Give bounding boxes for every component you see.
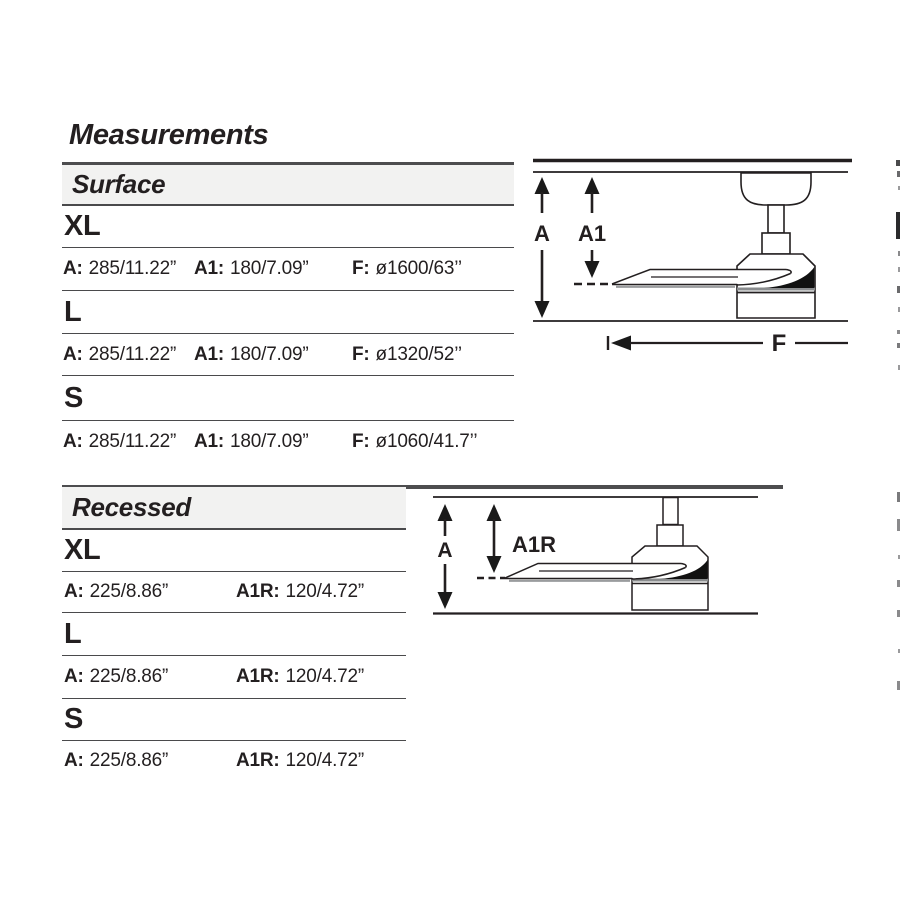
- surface-values-xl: [62, 248, 514, 291]
- surface-size-l: [62, 291, 514, 334]
- dim-a-value: 285/11.22”: [88, 431, 177, 452]
- dim-arrow-a1: [578, 177, 606, 278]
- surface-values-s: [62, 421, 514, 463]
- dim-a-label: A:: [64, 666, 84, 687]
- dim-f-value: ø1320/52’’: [375, 343, 462, 365]
- dim-a: [63, 431, 176, 453]
- dim-a-value: 225/8.86”: [89, 750, 169, 771]
- fan-downrod: [663, 498, 678, 525]
- recessed-header-label: Recessed: [72, 492, 192, 522]
- recessed-values-l: [62, 656, 406, 699]
- dim-a1-label: A1:: [194, 431, 225, 452]
- dim-a: [63, 258, 176, 280]
- dim-arrow-f: [608, 330, 848, 357]
- dim-a-label: A:: [63, 258, 83, 279]
- size-label: XL: [64, 534, 101, 566]
- surface-mount-diagram: [510, 145, 875, 365]
- surface-size-xl: [62, 206, 514, 248]
- dim-a1-value: 180/7.09”: [230, 343, 309, 365]
- dim-a-label: A:: [64, 581, 84, 602]
- dim-a: [64, 750, 168, 772]
- dim-a: [63, 344, 176, 366]
- recessed-size-s: [62, 699, 406, 741]
- dim-f: [352, 258, 462, 280]
- recessed-mount-diagram: [425, 478, 770, 628]
- dim-f-value: ø1060/41.7’’: [375, 431, 478, 452]
- dim-a1r: [236, 581, 364, 603]
- dim-a1: [194, 258, 309, 280]
- dim-a1r-value: 120/4.72”: [285, 581, 365, 602]
- dim-a: [64, 581, 168, 603]
- recessed-table: [62, 487, 406, 781]
- dim-a-label: A:: [63, 343, 83, 365]
- dim-label-a1r: A1R: [512, 532, 557, 557]
- fan-connector: [762, 233, 790, 254]
- dim-a1-label: A1:: [194, 258, 225, 279]
- dim-arrow-a: [534, 177, 550, 318]
- dim-label-f: F: [771, 330, 787, 357]
- dim-a1r-label: A1R:: [236, 750, 280, 771]
- dim-a1r: [236, 666, 364, 688]
- dim-a1: [194, 344, 309, 366]
- recessed-values-xl: [62, 572, 406, 613]
- dim-label-a: A: [534, 221, 550, 246]
- dim-a1r-label: A1R:: [236, 666, 280, 687]
- dim-f-label: F:: [352, 258, 370, 279]
- dim-a1r-label: A1R:: [236, 581, 280, 602]
- dim-a1r: [236, 750, 364, 772]
- fan-canopy: [741, 173, 811, 205]
- fan-downrod: [768, 205, 784, 233]
- surface-table: [62, 162, 514, 463]
- surface-table-header: [62, 162, 514, 206]
- dim-arrow-a: [437, 504, 452, 609]
- dim-f-value: ø1600/63’’: [375, 258, 462, 279]
- dim-a1-value: 180/7.09”: [230, 258, 309, 279]
- recessed-size-xl: [62, 530, 406, 572]
- dim-a-value: 225/8.86”: [89, 666, 169, 687]
- dim-f-label: F:: [352, 431, 370, 452]
- dim-a: [64, 666, 168, 688]
- recessed-table-header: [62, 487, 406, 530]
- page-title: Measurements: [69, 119, 269, 151]
- size-label: S: [64, 381, 84, 414]
- recessed-values-s: [62, 741, 406, 781]
- dim-label-a1: A1: [577, 221, 607, 246]
- surface-size-s: [62, 376, 514, 421]
- dim-label-a: A: [437, 539, 453, 562]
- size-label: XL: [64, 210, 101, 242]
- dim-a-value: 225/8.86”: [89, 581, 169, 602]
- dim-f-label: F:: [352, 343, 370, 365]
- dim-arrow-a1r: [487, 504, 557, 573]
- surface-values-l: [62, 334, 514, 376]
- size-label: S: [64, 703, 84, 735]
- edge-fragment: [896, 160, 900, 166]
- dim-a1-value: 180/7.09”: [230, 431, 309, 452]
- fan-connector: [657, 525, 683, 546]
- dim-a1: [194, 431, 309, 453]
- dim-f: [352, 431, 477, 453]
- dim-a-label: A:: [63, 431, 83, 452]
- surface-header-label: Surface: [72, 169, 166, 199]
- size-label: L: [64, 617, 82, 650]
- dim-a-value: 285/11.22”: [88, 343, 177, 365]
- dim-f: [352, 344, 462, 366]
- dim-a-label: A:: [64, 750, 84, 771]
- dim-a1r-value: 120/4.72”: [285, 750, 365, 771]
- dim-a1-label: A1:: [194, 343, 225, 365]
- edge-fragment: [896, 212, 900, 239]
- size-label: L: [64, 295, 82, 328]
- recessed-size-l: [62, 613, 406, 656]
- dim-a1r-value: 120/4.72”: [285, 666, 365, 687]
- dim-a-value: 285/11.22”: [88, 258, 177, 279]
